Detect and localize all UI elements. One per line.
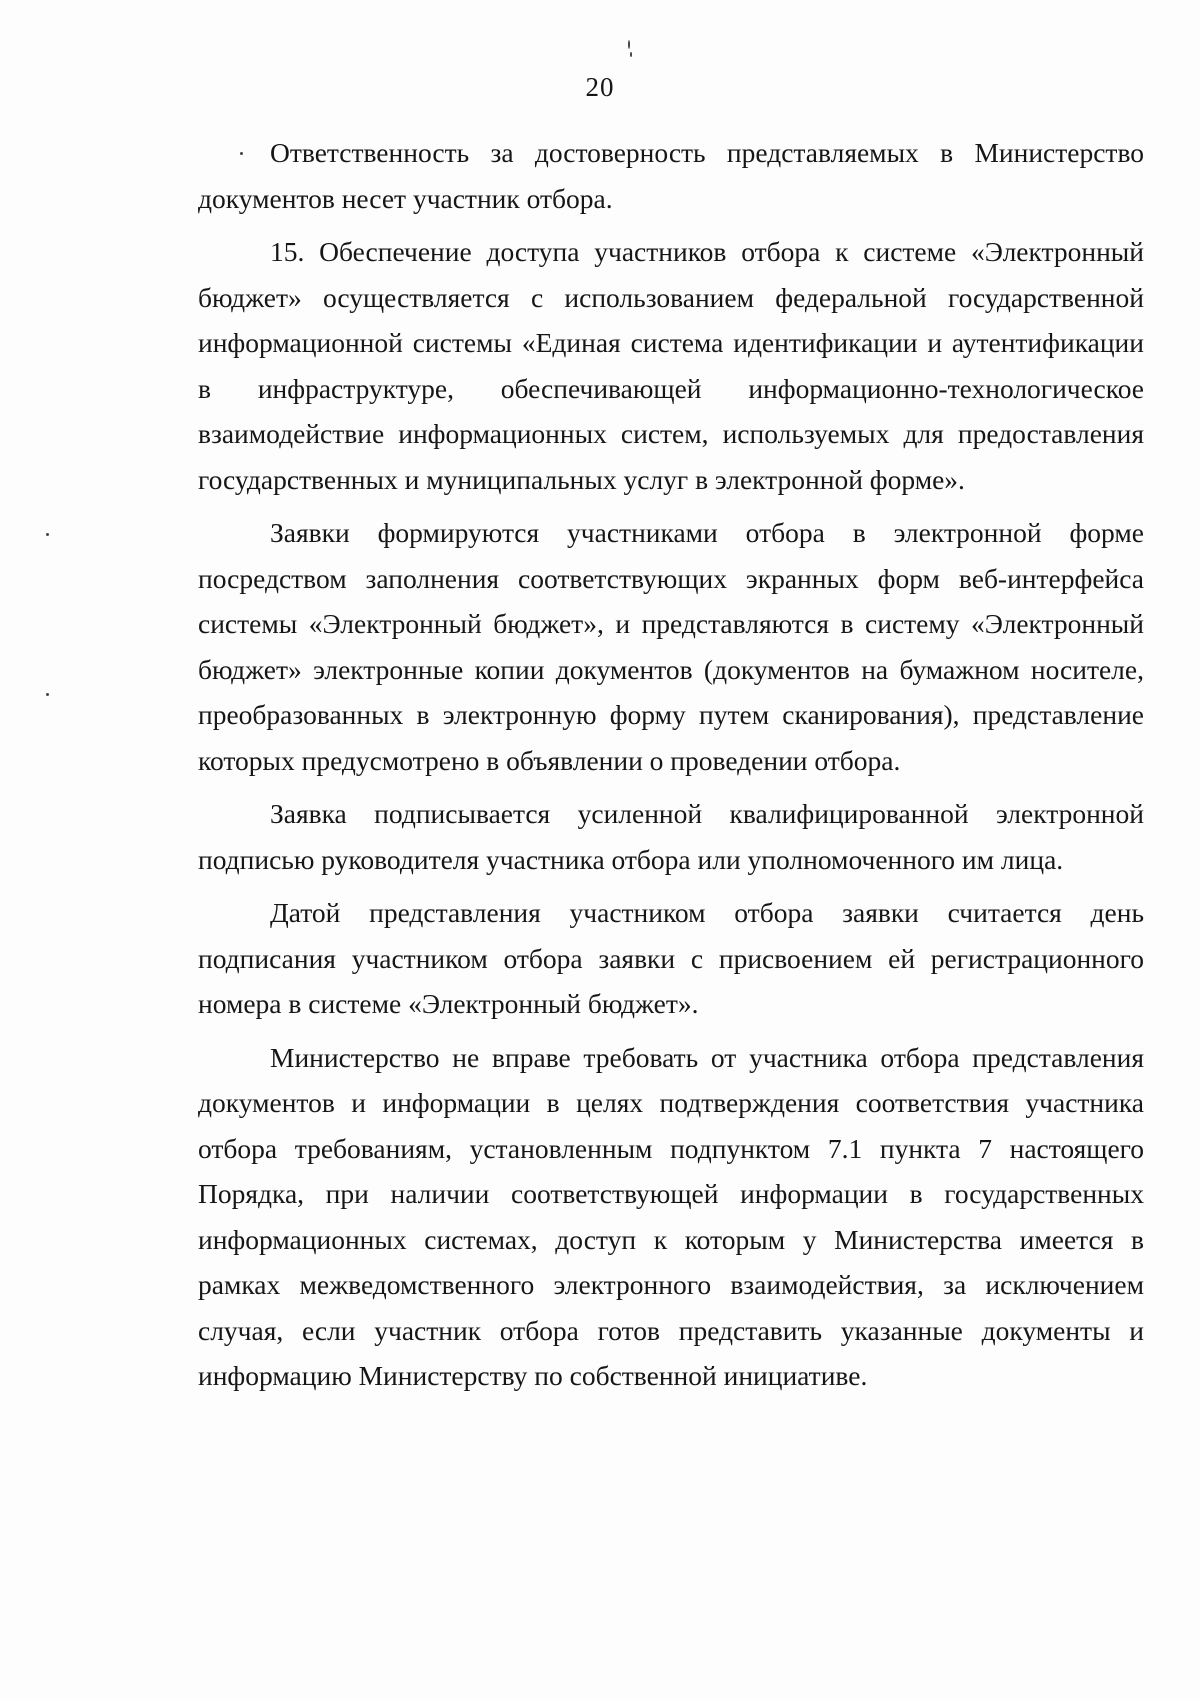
scan-speck	[46, 533, 49, 536]
scan-speck	[630, 52, 632, 57]
page-number: 20	[585, 72, 615, 102]
paragraph-applications-formed: Заявки формируются участниками отбора в электронной форме посредством заполнения соответствующих экранных форм веб-интерфейса системы «Электронный бюджет», и представляются в систему «Электронный бюджет» электронные копии документов (документов на бумажном носителе, преобразованных в электронную форму путем сканирования), представление которых предусмотрено в объявлении о проведении отбора.	[198, 517, 1144, 776]
paragraph-submission-date: Датой представления участником отбора заявки считается день подписания участником отбора заявки с присвоением ей регистрационного номера в системе «Электронный бюджет».	[198, 897, 1144, 1019]
scan-speck	[46, 693, 49, 696]
paragraph-ministry-restriction: Министерство не вправе требовать от участника отбора представления документов и информации в целях подтверждения соответствия участника отбора требованиям, установленным подпунктом 7.1 пункта 7 настоящего Порядка, при наличии соответствующей информации в государственных информационных системах, доступ к которым у Министерства имеется в рамках межведомственного электронного взаимодействия, за исключением случая, если участник отбора готов представить указанные документы и информацию Министерству по собственной инициативе.	[198, 1041, 1144, 1391]
paragraph-responsibility: Ответственность за достоверность представляемых в Министерство документов несет участник отбора.	[198, 137, 1144, 214]
paragraph-application-signed: Заявка подписывается усиленной квалифицированной электронной подписью руководителя участника отбора или уполномоченного им лица.	[198, 798, 1144, 875]
document-body	[198, 130, 1144, 1407]
scan-speck	[628, 40, 630, 49]
paragraph-15-access: 15. Обеспечение доступа участников отбора к системе «Электронный бюджет» осуществляется с использованием федеральной государственной информационной системы «Единая система идентификации и аутентификации в инфраструктуре, обеспечивающей информационно-технологическое взаимодействие информационных систем, используемых для предоставления государственных и муниципальных услуг в электронной форме».	[198, 236, 1144, 495]
